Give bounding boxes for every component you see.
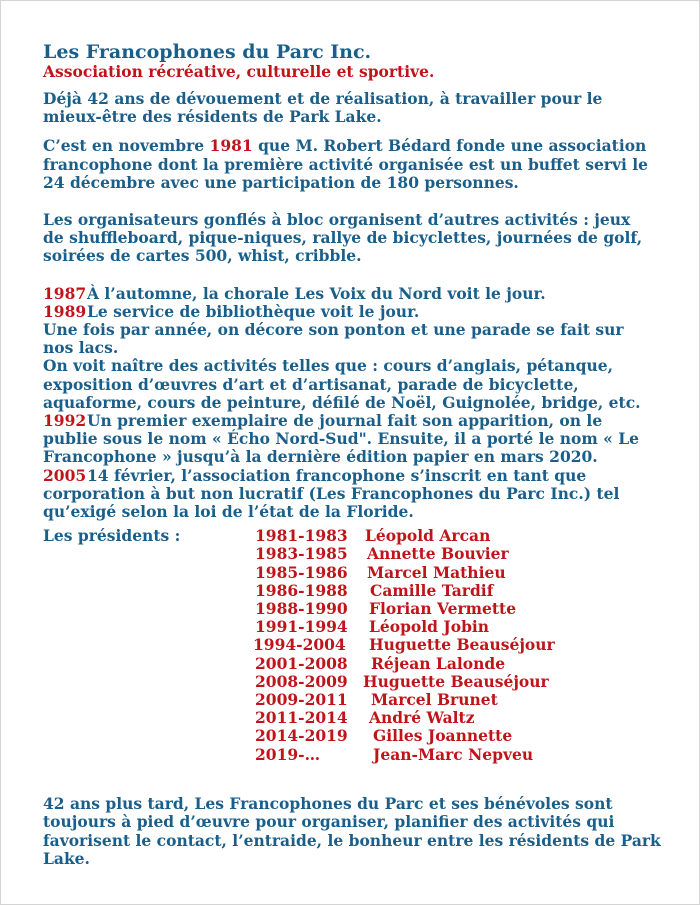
president-years: 2019-…	[255, 744, 321, 764]
timeline-year-2005: 2005	[43, 465, 87, 485]
president-name: Marcel Brunet	[371, 690, 498, 710]
presidents-label: Les présidents :	[43, 526, 181, 546]
timeline-entry-1987	[43, 285, 655, 303]
president-row	[255, 600, 575, 618]
president-years: 2001-2008	[255, 653, 348, 673]
president-row	[255, 636, 575, 654]
president-name: Huguette Beauséjour	[369, 635, 555, 655]
president-name: André Waltz	[369, 708, 475, 728]
timeline-text-1989: Le service de bibliothèque voit le jour.	[87, 301, 420, 321]
president-years: 2014-2019	[255, 726, 348, 746]
president-name: Léopold Arcan	[365, 526, 491, 546]
timeline-entry-1989	[43, 303, 655, 321]
page-title: Les Francophones du Parc Inc.	[43, 41, 372, 63]
president-years: 1981-1983	[255, 526, 348, 546]
timeline	[43, 285, 655, 522]
president-row	[255, 673, 575, 691]
president-name: Huguette Beauséjour	[363, 671, 549, 691]
president-row	[255, 618, 575, 636]
president-name: Florian Vermette	[369, 599, 517, 619]
activities-paragraph: On voit naître des activités telles que : cours d’anglais, pétanque, exposition d’œuvres d’art et d’artisanat, parade de bicyclette, aquaforme, cours de peinture, défilé de Noël, Guignolée, bridge, etc.	[43, 356, 641, 412]
president-name: Marcel Mathieu	[367, 562, 506, 582]
president-row	[255, 746, 575, 764]
presidents-section	[43, 527, 655, 767]
president-years: 1994-2004	[253, 635, 346, 655]
organizers-paragraph: Les organisateurs gonflés à bloc organisent d’autres activités : jeux de shuffleboard, pique-niques, rallye de bicyclettes, journées de golf, soirées de cartes 500, whist, cribble.	[43, 210, 643, 266]
timeline-text-1992: Un premier exemplaire de journal fait son apparition, on le publie sous le nom « Écho Nord-Sud". Ensuite, il a porté le nom « Le Francophone » jusqu’à la dernière édition papier en mars 2020.	[43, 411, 639, 467]
president-row	[255, 564, 575, 582]
closing-paragraph: 42 ans plus tard, Les Francophones du Parc et ses bénévoles sont toujours à pied d’œuvre pour organiser, planifier des activités qui favorisent le contact, l’entraide, le bonheur entre les résidents de Park Lake.	[43, 794, 661, 869]
president-row	[255, 545, 575, 563]
president-years: 2008-2009	[255, 671, 348, 691]
founding-text-after: que M. Robert Bédard fonde une association francophone dont la première activité organisée est un buffet servi le 24 décembre avec une participation de 180 personnes.	[43, 136, 649, 192]
founding-paragraph	[43, 137, 655, 192]
president-row	[255, 655, 575, 673]
timeline-text-1987: À l’automne, la chorale Les Voix du Nord voit le jour.	[87, 283, 546, 303]
president-name: Jean-Marc Nepveu	[373, 744, 534, 764]
timeline-entry-1992	[43, 412, 655, 467]
president-years: 2009-2011	[255, 690, 348, 710]
founding-text-before: C’est en novembre	[43, 136, 210, 156]
intro-paragraph: Déjà 42 ans de dévouement et de réalisation, à travailler pour le mieux-être des résidents de Park Lake.	[43, 89, 603, 127]
timeline-text-2005: 14 février, l’association francophone s’inscrit en tant que corporation à but non lucratif (Les Francophones du Parc Inc.) tel qu’exigé selon la loi de l’état de la Floride.	[43, 465, 620, 522]
timeline-year-1987: 1987	[43, 283, 87, 303]
page-subtitle: Association récréative, culturelle et sportive.	[43, 62, 435, 81]
timeline-year-1989: 1989	[43, 301, 87, 321]
president-years: 1988-1990	[255, 599, 348, 619]
president-name: Réjean Lalonde	[371, 653, 506, 673]
president-years: 1991-1994	[255, 617, 348, 637]
president-name: Camille Tardif	[370, 580, 494, 600]
timeline-year-1992: 1992	[43, 411, 87, 431]
president-row	[255, 582, 575, 600]
founding-year: 1981	[209, 136, 253, 156]
president-row	[255, 709, 575, 727]
president-years: 1985-1986	[255, 562, 348, 582]
president-row	[255, 727, 575, 745]
document-body	[43, 41, 655, 767]
president-row	[255, 691, 575, 709]
ponton-paragraph: Une fois par année, on décore son ponton et une parade se fait sur nos lacs.	[43, 320, 624, 358]
president-years: 2011-2014	[255, 708, 348, 728]
president-name: Annette Bouvier	[367, 544, 509, 564]
president-years: 1983-1985	[255, 544, 348, 564]
timeline-entry-2005	[43, 467, 655, 522]
president-row	[255, 527, 575, 545]
president-years: 1986-1988	[255, 580, 348, 600]
president-name: Gilles Joannette	[373, 726, 513, 746]
president-name: Léopold Jobin	[369, 617, 490, 637]
